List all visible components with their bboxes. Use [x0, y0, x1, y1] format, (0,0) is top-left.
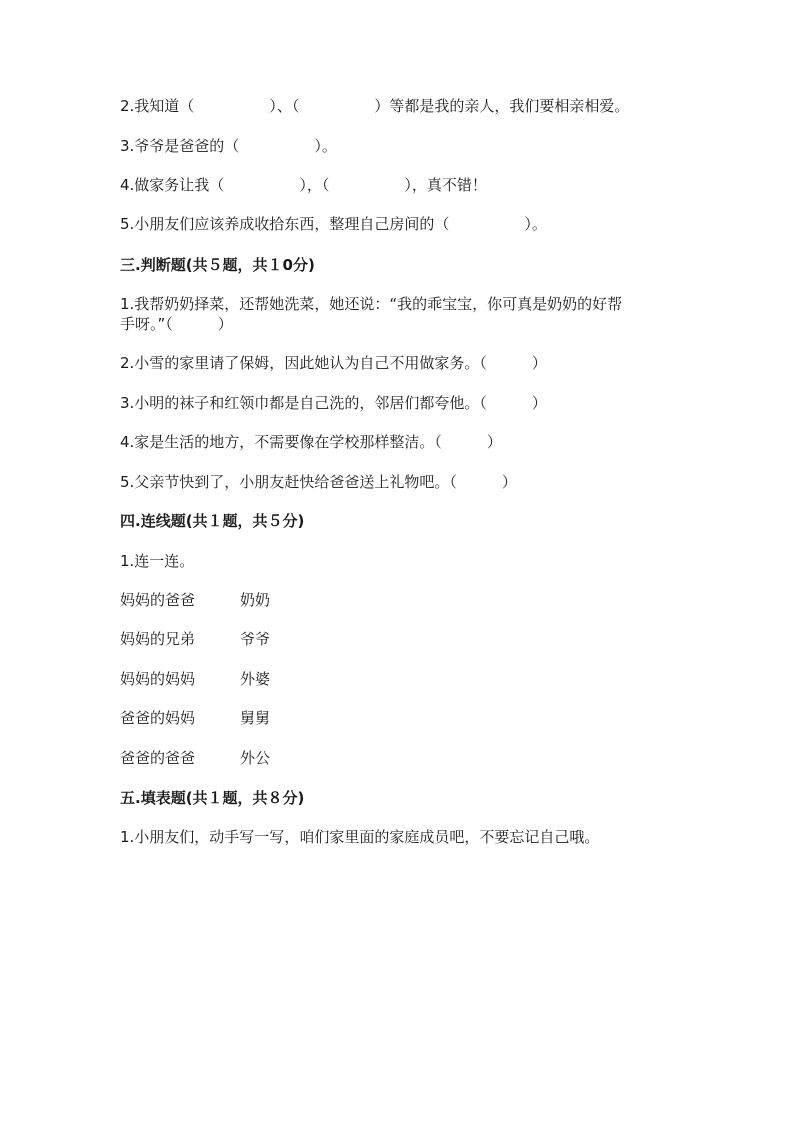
- matching-right-item: 爷爷: [240, 630, 271, 648]
- judgement-question-3: 3.小明的袜子和红领巾都是自己洗的，邻居们都夸他。（ ）: [120, 394, 547, 412]
- section-heading-judgement: 三.判断题(共５题，共１0分): [120, 256, 315, 274]
- matching-right-item: 外婆: [240, 670, 271, 688]
- matching-left-item: 爸爸的妈妈: [120, 709, 196, 727]
- matching-right-item: 外公: [240, 749, 271, 767]
- matching-right-item: 奶奶: [240, 591, 271, 609]
- matching-question: 1.连一连。: [120, 552, 195, 570]
- section-heading-matching: 四.连线题(共１题，共５分): [120, 512, 305, 530]
- judgement-question-1-line-2: 手呀。”（ ）: [120, 315, 233, 333]
- matching-left-item: 妈妈的兄弟: [120, 630, 196, 648]
- matching-left-item: 爸爸的爸爸: [120, 749, 196, 767]
- judgement-question-4: 4.家是生活的地方，不需要像在学校那样整洁。（ ）: [120, 433, 502, 451]
- section-heading-table: 五.填表题(共１题，共８分): [120, 789, 305, 807]
- judgement-question-1-line-1: 1.我帮奶奶择菜，还帮她洗菜，她还说：“我的乖宝宝，你可真是奶奶的好帮: [120, 295, 623, 313]
- fill-blank-question-5: 5.小朋友们应该养成收拾东西，整理自己房间的（ ）。: [120, 215, 547, 233]
- matching-left-item: 妈妈的爸爸: [120, 591, 196, 609]
- matching-left-item: 妈妈的妈妈: [120, 670, 196, 688]
- matching-right-item: 舅舅: [240, 709, 271, 727]
- judgement-question-2: 2.小雪的家里请了保姆，因此她认为自己不用做家务。（ ）: [120, 354, 547, 372]
- judgement-question-5: 5.父亲节快到了，小朋友赶快给爸爸送上礼物吧。（ ）: [120, 473, 517, 491]
- table-question: 1.小朋友们，动手写一写，咱们家里面的家庭成员吧，不要忘记自己哦。: [120, 828, 600, 846]
- fill-blank-question-3: 3.爷爷是爸爸的（ ）。: [120, 137, 337, 155]
- fill-blank-question-4: 4.做家务让我（ ），（ ），真不错！: [120, 176, 487, 194]
- fill-blank-question-2: 2.我知道（ ）、（ ）等都是我的亲人，我们要相亲相爱。: [120, 97, 630, 115]
